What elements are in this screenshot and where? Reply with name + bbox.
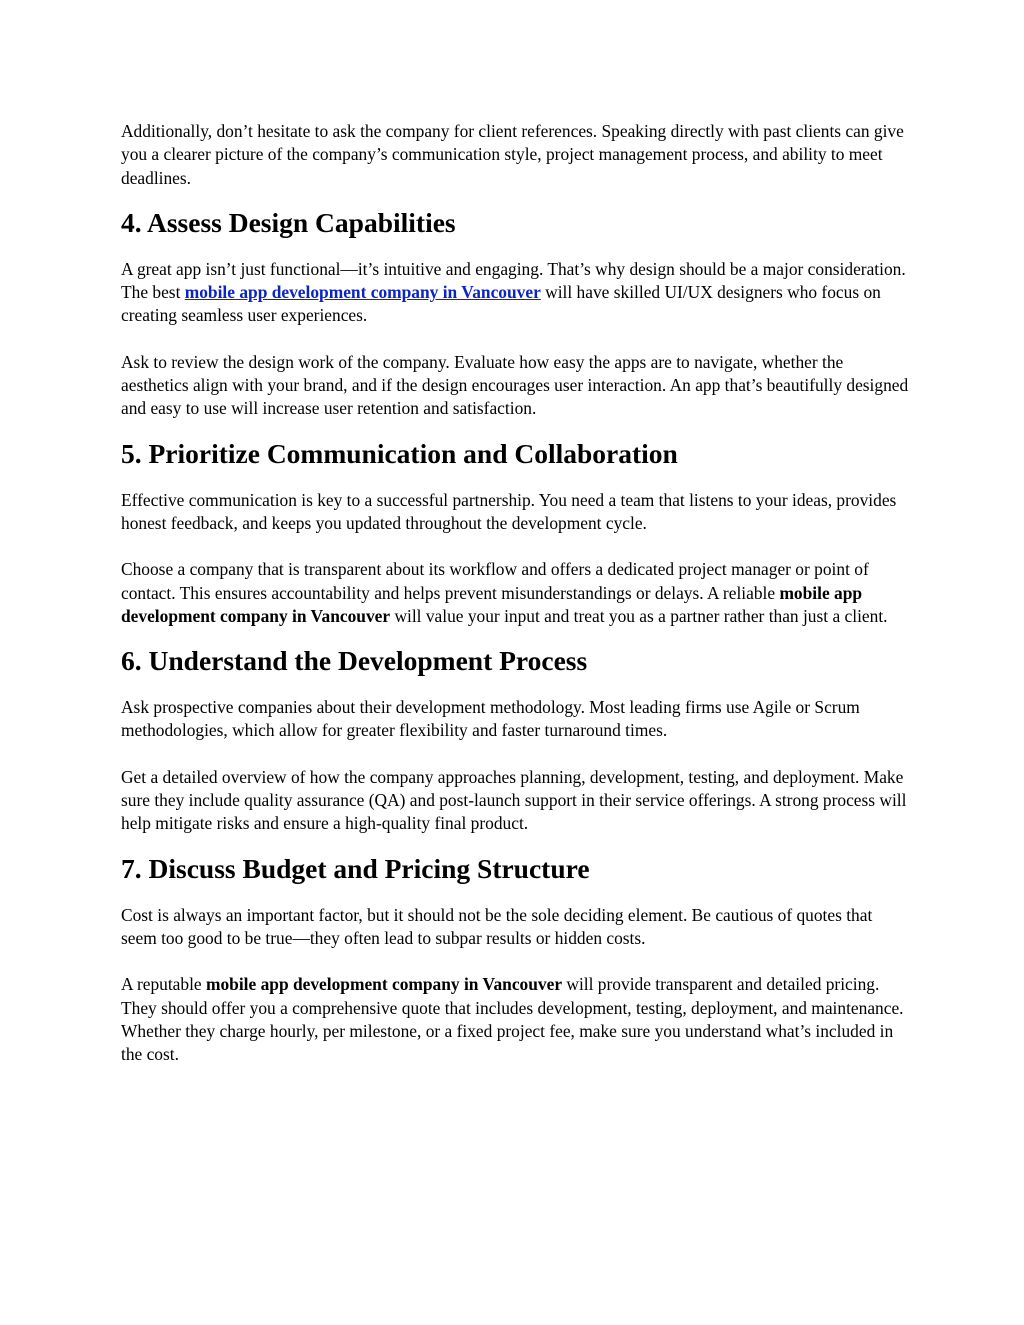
intro-paragraph: Additionally, don’t hesitate to ask the company for client references. Speaking directly with past clients can give you a clearer picture of the company’s communication style, project management process, and ability to meet deadlines. [121,121,904,188]
section-7-p2-text-after: will provide transparent and detailed pricing. They should offer you a comprehensive quote that includes development, testing, deployment, and maintenance. Whether they charge hourly, per milestone, or a fixed project fee, make sure you understand what’s included in the cost. [121,974,904,1065]
section-5-paragraph-2 [121,558,911,628]
section-5-paragraph-1: Effective communication is key to a successful partnership. You need a team that listens to your ideas, provides honest feedback, and keeps you updated throughout the development cycle. [121,489,897,533]
vancouver-company-link[interactable]: mobile app development company in Vancouver [184,282,541,303]
section-7-p2-text-before: A reputable [121,974,206,995]
section-6-paragraph-2: Get a detailed overview of how the company approaches planning, development, testing, and deployment. Make sure they include quality assurance (QA) and post-launch support in their service offerings. A strong process will help mitigate risks and ensure a high-quality final product. [121,766,907,834]
section-communication [121,437,911,628]
section-7-bold-keyword: mobile app development company in Vancouver [206,974,563,995]
section-6-paragraph-1: Ask prospective companies about their development methodology. Most leading firms use Agile or Scrum methodologies, which allow for greater flexibility and faster turnaround times. [121,697,860,741]
section-4-p1-text-before: A great app isn’t just functional—it’s intuitive and engaging. That’s why design should be a major consideration. The best [121,258,906,303]
section-7-paragraph-1: Cost is always an important factor, but it should not be the sole deciding element. Be cautious of quotes that seem too good to be true—they often lead to subpar results or hidden costs. [121,904,873,948]
section-5-p2-text-after: will value your input and treat you as a partner rather than just a client. [390,605,888,626]
section-heading-5: 5. Prioritize Communication and Collaboration [121,437,678,469]
section-4-p1-text-after: will have skilled UI/UX designers who focus on creating seamless user experiences. [121,282,881,326]
document-page [121,120,911,1066]
section-4-paragraph-1 [121,258,911,328]
section-heading-7: 7. Discuss Budget and Pricing Structure [121,852,590,884]
section-5-bold-keyword: mobile app development company in Vancouver [121,582,863,626]
section-4-paragraph-2: Ask to review the design work of the company. Evaluate how easy the apps are to navigate, whether the aesthetics align with your brand, and if the design encourages user interaction. An app that’s beautifully designed and easy to use will increase user retention and satisfaction. [121,351,909,419]
section-7-paragraph-2 [121,973,911,1066]
section-budget-pricing [121,852,911,1067]
section-5-p2-text-before: Choose a company that is transparent about its workflow and offers a dedicated project manager or point of contact. This ensures accountability and helps prevent misunderstandings or delays. A reliable [121,559,869,603]
section-design-capabilities [121,206,911,421]
section-development-process [121,644,911,835]
section-heading-4: 4. Assess Design Capabilities [121,206,456,238]
section-heading-6: 6. Understand the Development Process [121,645,588,677]
